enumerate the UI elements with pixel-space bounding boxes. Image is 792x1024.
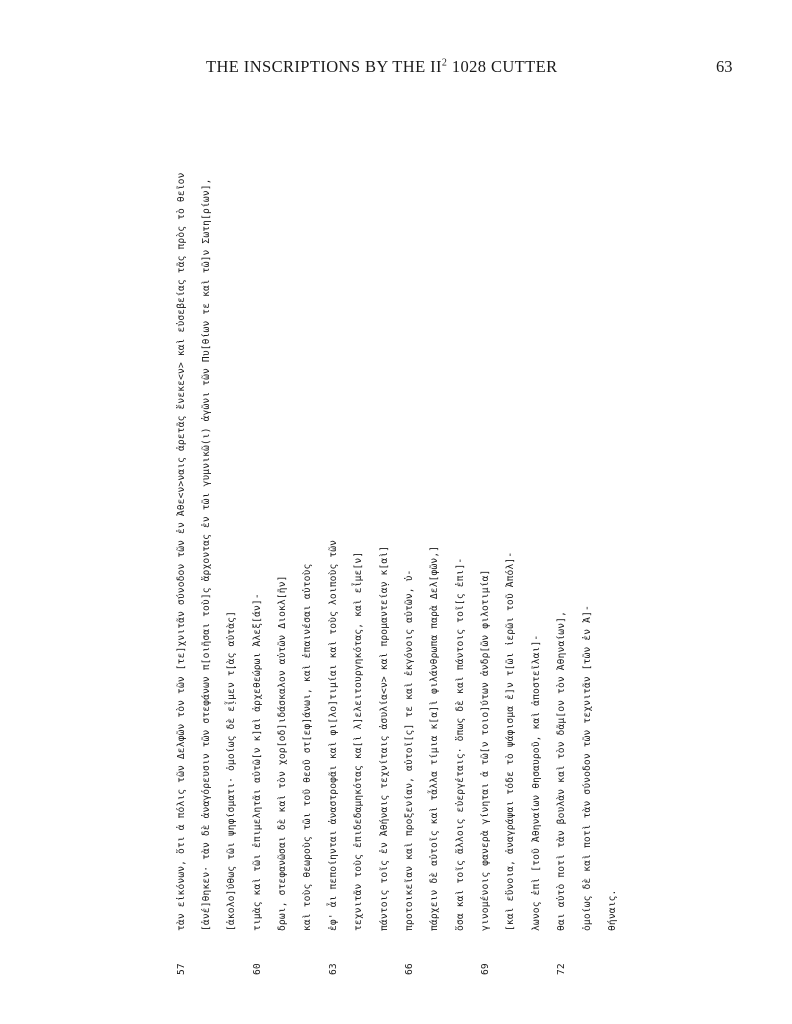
line-text: γινομένοις φανερὰ γίνηται ἁ τῶ[ν τοιο]ύτων ἀνδρ[ῶν φιλοτιμία] bbox=[480, 569, 491, 931]
line-text: [ἀνέ]θηκεν· τὰν δὲ ἀναγόρευσιν τῶν στεφάνων π[οιῆσαι τοὺ]ς ἄρχοντας ἐν τῶι γυμνικῶ(ι) ἀγῶνι τῶν Πυ[θίων τε καὶ τῶ]ν Σωτη[ρίων], bbox=[201, 178, 212, 931]
line-text: θαι αὐτὸ ποτὶ τὰν βουλὰν καὶ τὸν δᾶμ[ον τὸν Ἀθηναίων], bbox=[556, 611, 567, 931]
running-head-superscript: 2 bbox=[441, 57, 448, 69]
running-head-title: THE INSCRIPTIONS BY THE II bbox=[206, 57, 442, 76]
line-text: τεχνιτᾶν τοὺς ἐπιδεδαμηκότας κα[ὶ λ]ελειτουργηκότας, καὶ εἶμε[ν] bbox=[353, 551, 364, 931]
page-number: 63 bbox=[716, 57, 733, 76]
line-text: καὶ τοὺς θεωροὺς τῶι τοῦ θεοῦ στ[εφ]άνωι, καὶ ἐπαινέσαι αὐτοὺς bbox=[302, 563, 313, 931]
line-text: ὅσα καὶ τοῖς ἄλλοις εὐεργέταις· ὅπως δὲ καὶ πάντοις τοῖ[ς ἐπι]- bbox=[455, 557, 466, 931]
line-text: δρωι, στεφανῶσαι δὲ καὶ τὸν χορ[οδ]ιδάσκαλον αὐτῶν Διοκλ[ῆν] bbox=[277, 575, 288, 931]
line-text: ὁμοίως δὲ καὶ ποτὶ τὰν σύνοδον τῶν τεχνιτᾶν [τῶν ἐν Ἀ]- bbox=[582, 605, 593, 931]
line-text: πάρχειν δὲ αὐτοῖς καὶ τἆλλα τίμια κ[α]ὶ φιλάνθρωπα παρὰ Δελ[φῶν,] bbox=[429, 545, 440, 931]
line-text: τὰν εἰκόνων, ὅτι ἁ πόλις τῶν Δελφῶν τὸν τῶν [τε]χνιτᾶν σύνοδον τῶν ἐν Ἀθε<ν>ναις ἀρετᾶς ἕνεκε<ν> καὶ εὐσεβείας τᾶς πρὸς τὸ θεῖον bbox=[176, 172, 187, 931]
line-number: 69 bbox=[480, 963, 491, 975]
line-text: [καὶ εὔνοια, ἀναγράψαι τόδε τὸ ψάφισμα ἐ]ν τ[ῶι ἱερῶι τοῦ Ἀπόλ]- bbox=[505, 551, 516, 931]
line-text: τιμὰς καὶ τῶι ἐπιμελητᾶι αὐτῶ[ν κ]αὶ ἀρχεθεώρωι Ἀλεξ[άν]- bbox=[252, 593, 263, 931]
line-number: 57 bbox=[176, 963, 187, 975]
line-text: θήναις. bbox=[607, 889, 618, 931]
line-text: προτοικεῖαν καὶ προξενίαν, αὐτοῖ[ς] τε καὶ ἐκγόνοις αὐτῶν, ὑ- bbox=[404, 569, 415, 931]
running-head bbox=[206, 57, 558, 77]
line-number: 72 bbox=[556, 963, 567, 975]
line-text: λωνος ἐπὶ [τοῦ Ἀθηναίων θησαυροῦ, καὶ ἀποστεῖλαι]- bbox=[531, 634, 542, 931]
line-text: [ἀκολο]ύθως τῶι ψηφίσματι· ὁμοίως δὲ ε̣ἶμεν τ̣[ὰς αὐτὰς] bbox=[226, 611, 237, 931]
line-text: ἐφ' ἇι πεποίηνται ἀναστροφᾶι καὶ φι[λο]τιμίαι καὶ τοὺς λοιποὺς τῶν bbox=[328, 539, 339, 931]
line-number: 60 bbox=[252, 963, 263, 975]
line-number: 63 bbox=[328, 963, 339, 975]
line-text: πάντοις τοῖς ἐν Ἀθήναις τεχνίταις ἀσυλία<ν> καὶ προμαντεία̣ν κ[αὶ] bbox=[379, 545, 390, 931]
running-head-title-end: 1028 CUTTER bbox=[447, 57, 558, 76]
inscription-text-block bbox=[168, 145, 638, 975]
line-number: 66 bbox=[404, 963, 415, 975]
